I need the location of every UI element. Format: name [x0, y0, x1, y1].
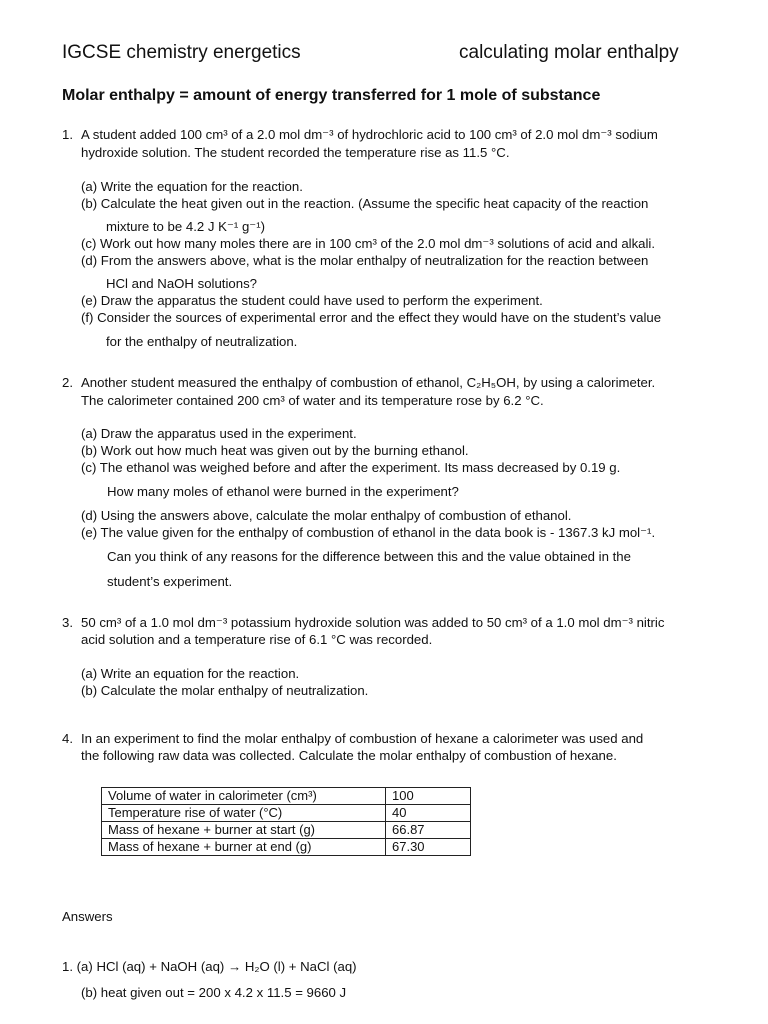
question-text: The calorimeter contained 200 cm³ of water and its temperature rose by 6.2 °C. — [81, 393, 544, 408]
question-text: the following raw data was collected. Calculate the molar enthalpy of combustion of hexane. — [81, 748, 617, 763]
question-text: 50 cm³ of a 1.0 mol dm⁻³ potassium hydroxide solution was added to 50 cm³ of a 1.0 mol dm⁻³ nitric — [81, 615, 665, 630]
sub-question: HCl and NaOH solutions? — [106, 276, 257, 291]
sub-question: How many moles of ethanol were burned in the experiment? — [107, 484, 459, 499]
answer-line: (b) heat given out = 200 x 4.2 x 11.5 = 9660 J — [81, 985, 347, 1000]
sub-question: (a) Draw the apparatus used in the experiment. — [81, 426, 357, 441]
table-cell-label: Mass of hexane + burner at end (g) — [102, 839, 386, 856]
question-text: acid solution and a temperature rise of 6.1 °C was recorded. — [81, 632, 433, 647]
answer-line: 1. (a) HCl (aq) + NaOH (aq) → H₂O (l) + NaCl (aq) — [62, 959, 357, 974]
sub-question: (e) The value given for the enthalpy of combustion of ethanol in the data book is - 1367.3 kJ mol⁻¹. — [81, 525, 656, 540]
table-cell-label: Volume of water in calorimeter (cm³) — [102, 788, 386, 805]
table-row — [102, 805, 471, 822]
table-row — [102, 839, 471, 856]
question-number: 3. — [62, 615, 73, 630]
question-number: 2. — [62, 375, 73, 390]
sub-question: (e) Draw the apparatus the student could have used to perform the experiment. — [81, 293, 543, 308]
question-number: 1. — [62, 127, 73, 142]
table-cell-value: 100 — [386, 788, 471, 805]
sub-question: (a) Write an equation for the reaction. — [81, 666, 300, 681]
question-text: Another student measured the enthalpy of combustion of ethanol, C₂H₅OH, by using a calorimeter. — [81, 375, 656, 390]
sub-question: mixture to be 4.2 J K⁻¹ g⁻¹) — [106, 219, 266, 234]
sub-question: (d) Using the answers above, calculate the molar enthalpy of combustion of ethanol. — [81, 508, 572, 523]
sub-question: (b) Work out how much heat was given out by the burning ethanol. — [81, 443, 469, 458]
sub-question: Can you think of any reasons for the difference between this and the value obtained in the — [107, 549, 631, 564]
molar-enthalpy-definition: Molar enthalpy = amount of energy transferred for 1 mole of substance — [62, 87, 601, 104]
sub-question: (a) Write the equation for the reaction. — [81, 179, 303, 194]
question-number: 4. — [62, 731, 73, 746]
sub-question: (d) From the answers above, what is the molar enthalpy of neutralization for the reaction between — [81, 253, 649, 268]
sub-question: for the enthalpy of neutralization. — [106, 334, 298, 349]
header-title-left: IGCSE chemistry energetics — [62, 42, 301, 63]
sub-question: (c) Work out how many moles there are in 100 cm³ of the 2.0 mol dm⁻³ solutions of acid and alkali. — [81, 236, 656, 251]
question-text: In an experiment to find the molar enthalpy of combustion of hexane a calorimeter was used and — [81, 731, 644, 746]
table-cell-label: Temperature rise of water (°C) — [102, 805, 386, 822]
table-row — [102, 788, 471, 805]
table-cell-value: 40 — [386, 805, 471, 822]
table-row — [102, 822, 471, 839]
sub-question: student’s experiment. — [107, 574, 233, 589]
answers-heading: Answers — [62, 909, 113, 924]
sub-question: (c) The ethanol was weighed before and after the experiment. Its mass decreased by 0.19 g. — [81, 460, 621, 475]
table-cell-value: 66.87 — [386, 822, 471, 839]
question-text: A student added 100 cm³ of a 2.0 mol dm⁻³ of hydrochloric acid to 100 cm³ of 2.0 mol dm⁻³ sodium — [81, 127, 658, 142]
sub-question: (b) Calculate the heat given out in the reaction. (Assume the specific heat capacity of the reaction — [81, 196, 649, 211]
table-cell-label: Mass of hexane + burner at start (g) — [102, 822, 386, 839]
question-text: hydroxide solution. The student recorded the temperature rise as 11.5 °C. — [81, 145, 510, 160]
sub-question: (f) Consider the sources of experimental error and the effect they would have on the student’s value — [81, 310, 662, 325]
header-title-right: calculating molar enthalpy — [459, 42, 679, 63]
sub-question: (b) Calculate the molar enthalpy of neutralization. — [81, 683, 369, 698]
table-cell-value: 67.30 — [386, 839, 471, 856]
hexane-data-table — [101, 787, 471, 856]
